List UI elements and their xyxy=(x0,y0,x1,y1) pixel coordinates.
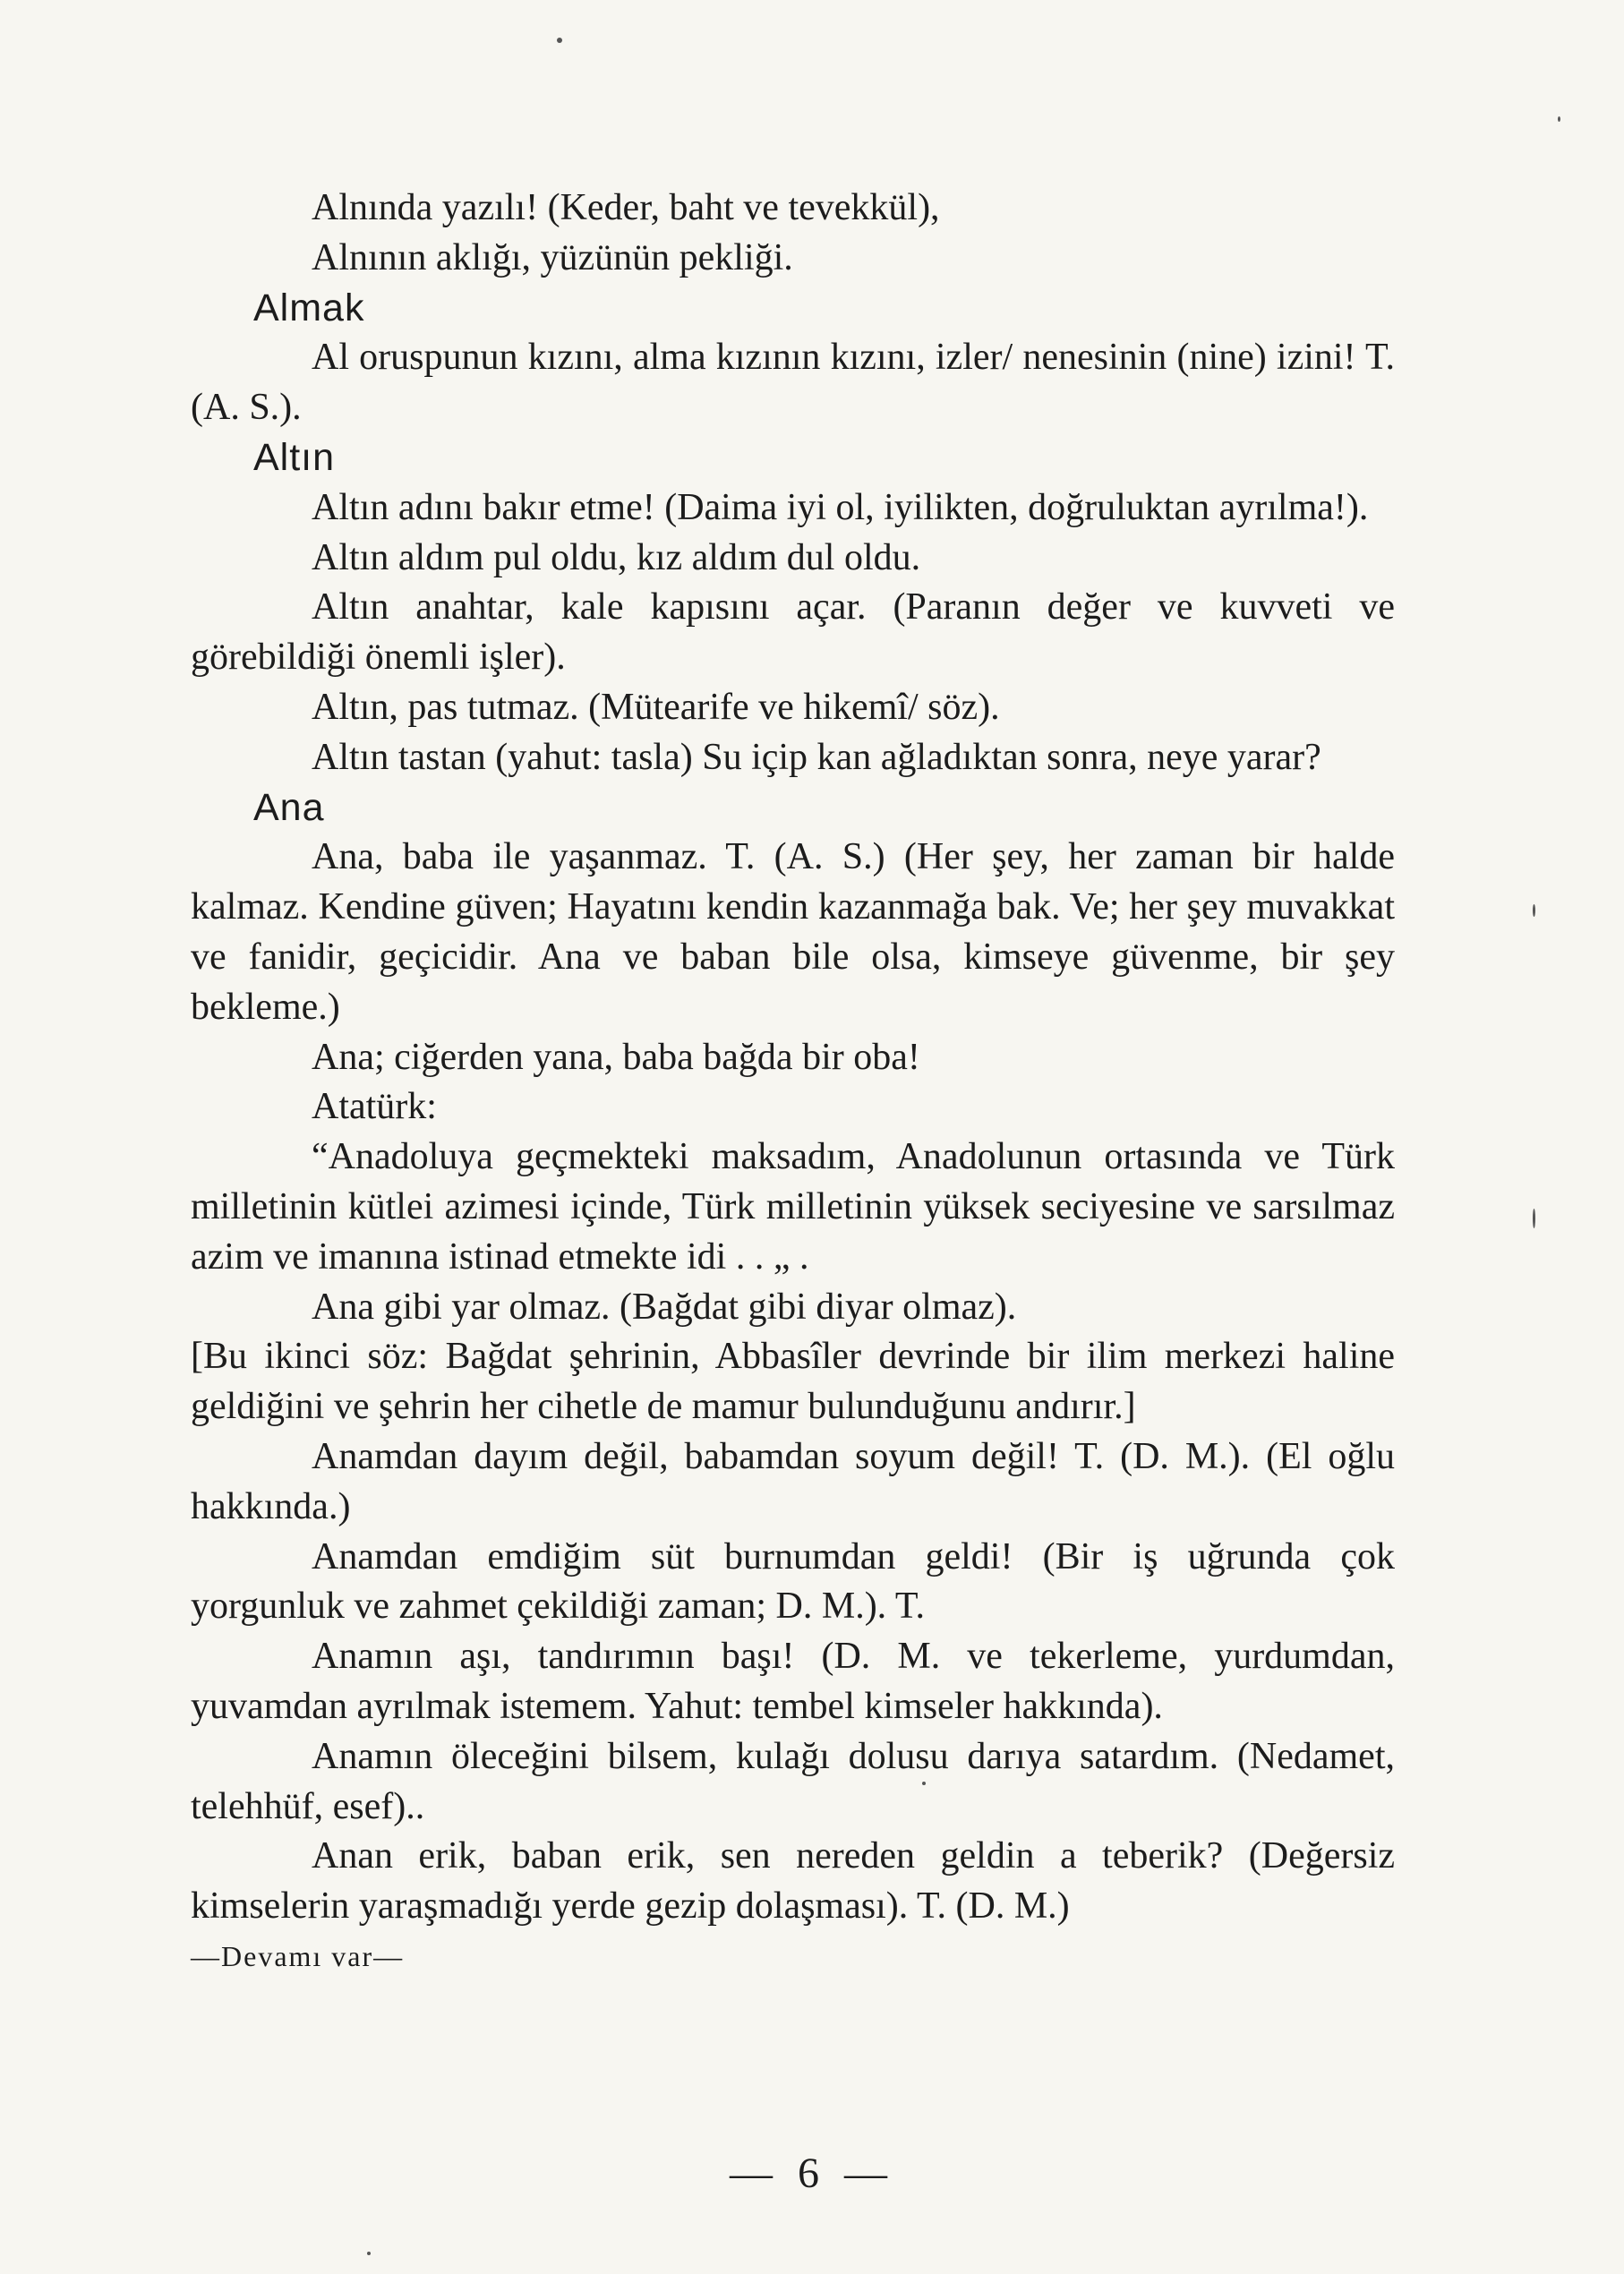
proverb-line: Atatürk: xyxy=(312,1086,437,1128)
proverb-paragraph: Ana, baba ile yaşanmaz. T. (A. S.) (Her şey, her zaman bir halde kalmaz. Kendine güven; Hayatını kendin kazanmağa bak. Ve; her şey muvakkat ve fanidir, geçicidir. Ana ve baban bile olsa, kimseye güvenme, bir şey bekleme.) xyxy=(191,836,1395,1028)
scan-speck xyxy=(922,1782,926,1785)
proverb-line: Ana; ciğerden yana, baba bağda bir oba! xyxy=(312,1036,920,1078)
proverb-line: Altın aldım pul oldu, kız aldım dul oldu. xyxy=(312,536,921,578)
section-heading: Ana xyxy=(253,785,325,829)
proverb-paragraph: Anan erik, baban erik, sen nereden geldin a teberik? (Değersiz kimselerin yaraşmadığı yerde gezip dolaşması). T. (D. M.) xyxy=(191,1835,1395,1928)
proverb-paragraph: Anamdan dayım değil, babamdan soyum değil! T. (D. M.). (El oğlu hakkında.) xyxy=(191,1435,1395,1527)
proverb-paragraph: Al oruspunun kızını, alma kızının kızını, izler/ nenesinin (nine) izini! T. (A. S.). xyxy=(191,337,1395,429)
proverb-line: Alnının aklığı, yüzünün pekliği. xyxy=(312,236,793,278)
scan-speck xyxy=(557,38,562,43)
note-paragraph: [Bu ikinci söz: Bağdat şehrinin, Abbasîler devrinde bir ilim merkezi haline geldiğini ve şehrin her cihetle de mamur bulunduğunu andırır.] xyxy=(191,1336,1395,1428)
proverb-line: Ana gibi yar olmaz. (Bağdat gibi diyar olmaz). xyxy=(312,1286,1017,1328)
scan-speck xyxy=(1533,1209,1535,1228)
proverb-paragraph: Altın adını bakır etme! (Daima iyi ol, iyilikten, doğruluktan ayrılma!). xyxy=(312,486,1369,528)
proverb-paragraph: Anamdan emdiğim süt burnumdan geldi! (Bir iş uğrunda çok yorgunluk ve zahmet çekildiği zaman; D. M.). T. xyxy=(191,1535,1395,1628)
proverb-paragraph: Anamın aşı, tandırımın başı! (D. M. ve tekerleme, yurdumdan, yuvamdan ayrılmak istemem. Yahut: tembel kimseler hakkında). xyxy=(191,1636,1395,1727)
page-number: — 6 — xyxy=(730,2150,894,2197)
text-block xyxy=(191,184,1395,1982)
scan-speck xyxy=(367,2252,371,2255)
section-heading: Almak xyxy=(253,286,365,329)
proverb-paragraph: Anamın öleceğini bilsem, kulağı dolusu darıya satardım. (Nedamet, telehhüf, esef).. xyxy=(191,1735,1395,1827)
proverb-paragraph: Altın anahtar, kale kapısını açar. (Paranın değer ve kuvveti ve görebildiği önemli işler). xyxy=(191,586,1395,679)
proverb-paragraph: Altın tastan (yahut: tasla) Su içip kan ağladıktan sonra, neye yarar? xyxy=(312,736,1321,778)
scan-speck xyxy=(1558,116,1560,122)
proverb-line: Alnında yazılı! (Keder, baht ve tevekkül), xyxy=(312,187,940,228)
section-heading: Altın xyxy=(253,435,336,479)
quote-paragraph: “Anadoluya geçmekteki maksadım, Anadolunun ortasında ve Türk milletinin kütlei azimesi içinde, Türk milletinin yüksek seciyesine ve sarsılmaz azim ve imanına istinad etmekte idi . . „ . xyxy=(191,1136,1395,1278)
continued-note: —Devamı var— xyxy=(191,1939,405,1972)
proverb-line: Altın, pas tutmaz. (Mütearife ve hikemî/ söz). xyxy=(312,686,1000,728)
scan-speck xyxy=(1533,904,1535,917)
